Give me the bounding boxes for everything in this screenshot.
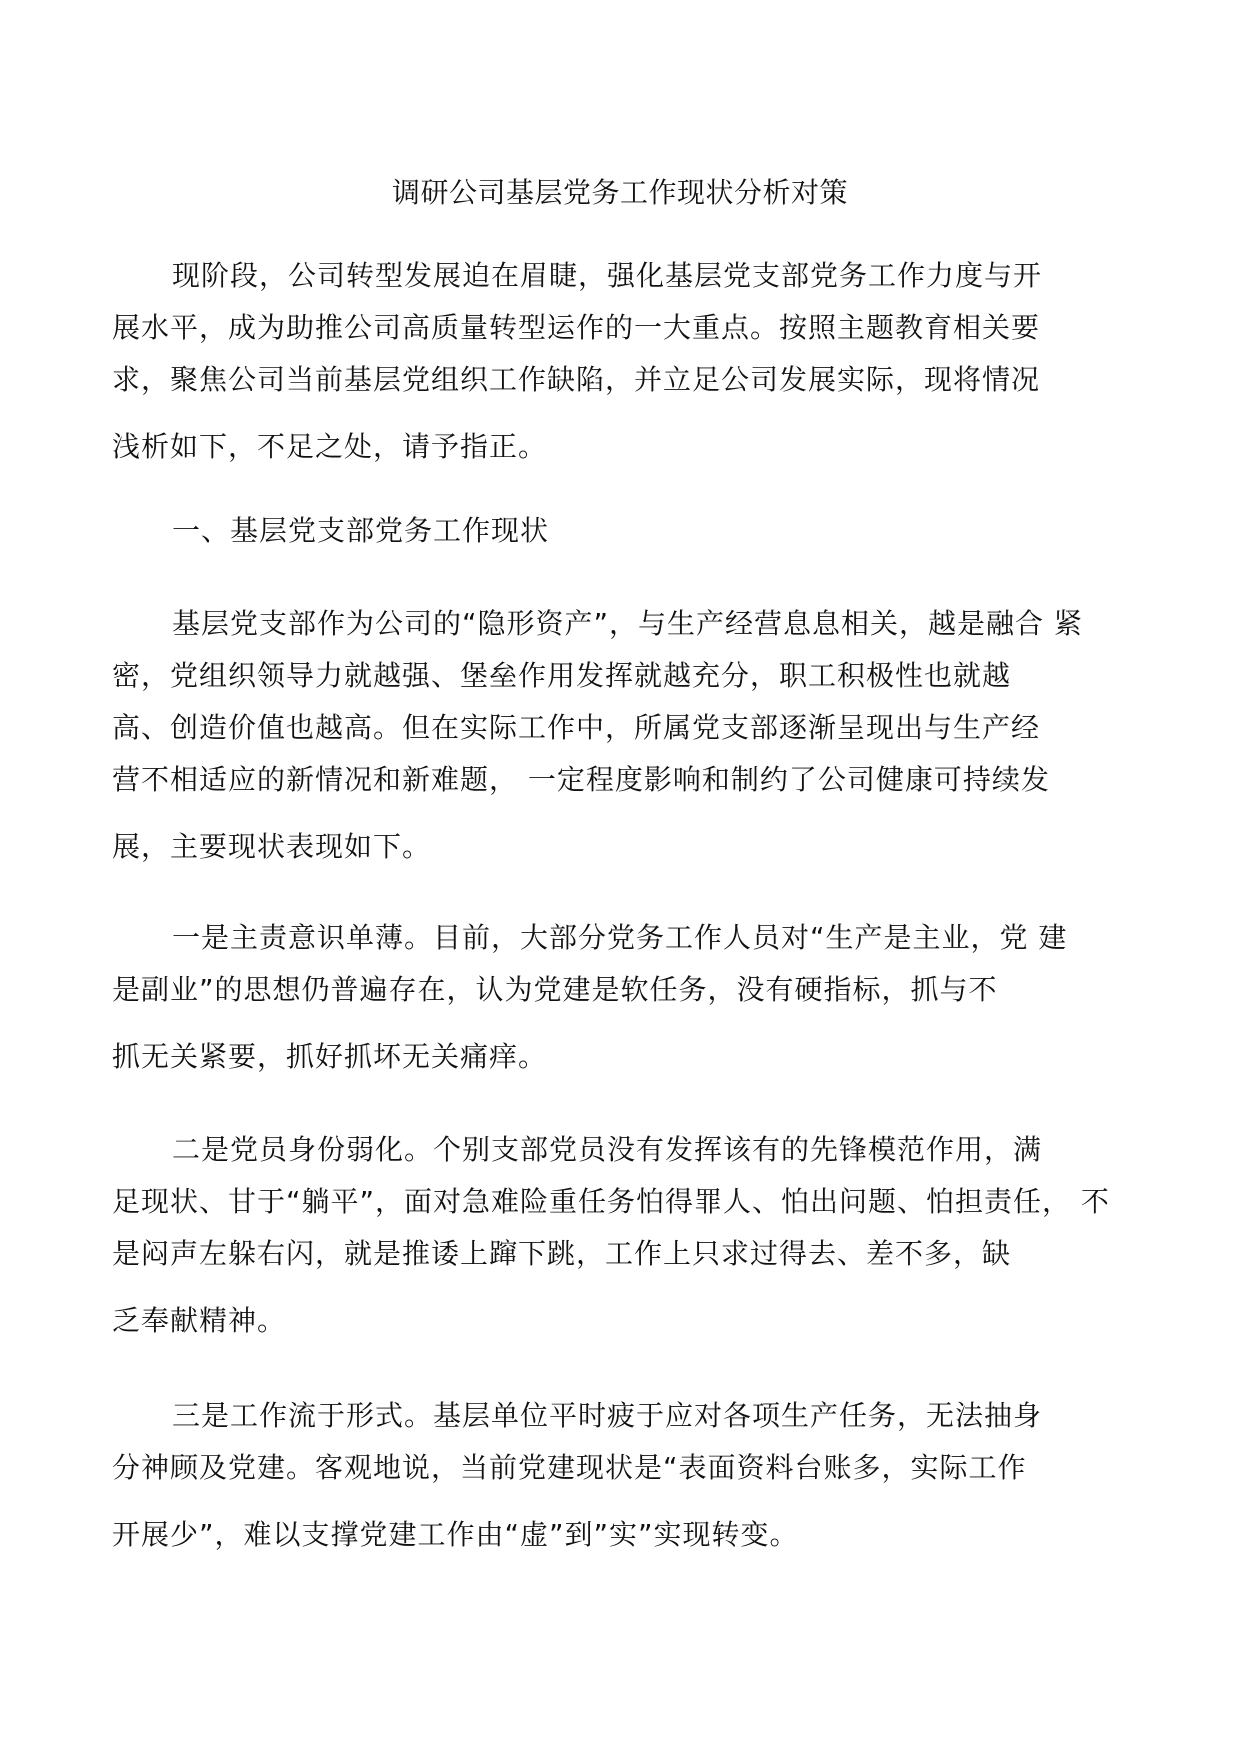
paragraph-point-three: [112, 1390, 1132, 1561]
paragraph-line: 密，党组织领导力就越强、堡垒作用发挥就越充分，职工积极性也就越: [112, 659, 1012, 692]
paragraph-line: 分神顾及党建。客观地说，当前党建现状是“表面资料台账多，实际工作: [112, 1451, 1027, 1484]
paragraph-status: [112, 598, 1132, 873]
paragraph-line: 足现状、甘于“躺平”，面对急难险重任务怕得罪人、怕出问题、怕担责任， 不: [112, 1185, 1110, 1218]
paragraph-line: 高、创造价值也越高。但在实际工作中，所属党支部逐渐呈现出与生产经: [112, 711, 1041, 744]
paragraph-line: 三是工作流于形式。基层单位平时疲于应对各项生产任务，无法抽身: [172, 1399, 1043, 1432]
paragraph-line: 二是党员身份弱化。个别支部党员没有发挥该有的先锋模范作用，满: [172, 1133, 1043, 1166]
paragraph-line: 求，聚焦公司当前基层党组织工作缺陷，并立足公司发展实际，现将情况: [112, 363, 1041, 396]
paragraph-line: 浅析如下，不足之处，请予指正。: [112, 430, 548, 463]
paragraph-line: 乏奉献精神。: [112, 1304, 287, 1337]
paragraph-line: 基层党支部作为公司的“隐形资产”，与生产经营息息相关，越是融合 紧: [172, 607, 1083, 640]
paragraph-line: 是副业”的思想仍普遍存在，认为党建是软任务，没有硬指标，抓与不: [112, 973, 998, 1006]
paragraph-line: 一是主责意识单薄。目前，大部分党务工作人员对“生产是主业，党 建: [172, 921, 1068, 954]
paragraph-line: 抓无关紧要，抓好抓坏无关痛痒。: [112, 1040, 548, 1073]
paragraph-point-one: [112, 912, 1132, 1083]
paragraph-point-two: [112, 1124, 1132, 1347]
paragraph-line: 现阶段，公司转型发展迫在眉睫，强化基层党支部党务工作力度与开: [172, 259, 1043, 292]
section-heading-text: 一、基层党支部党务工作现状: [172, 514, 550, 547]
paragraph-intro: [112, 250, 1132, 473]
paragraph-line: 展，主要现状表现如下。: [112, 830, 432, 863]
paragraph-line: 是闷声左躲右闪，就是推诿上蹿下跳，工作上只求过得去、差不多，缺: [112, 1237, 1012, 1270]
document-title: 调研公司基层党务工作现状分析对策: [391, 176, 848, 209]
paragraph-line: 开展少”，难以支撑党建工作由“虚”到”实”实现转变。: [112, 1518, 799, 1551]
paragraph-line: 营不相适应的新情况和新难题， 一定程度影响和制约了公司健康可持续发: [112, 763, 1050, 796]
paragraph-line: 展水平，成为助推公司高质量转型运作的一大重点。按照主题教育相关要: [112, 311, 1041, 344]
section-heading: [112, 505, 1132, 557]
